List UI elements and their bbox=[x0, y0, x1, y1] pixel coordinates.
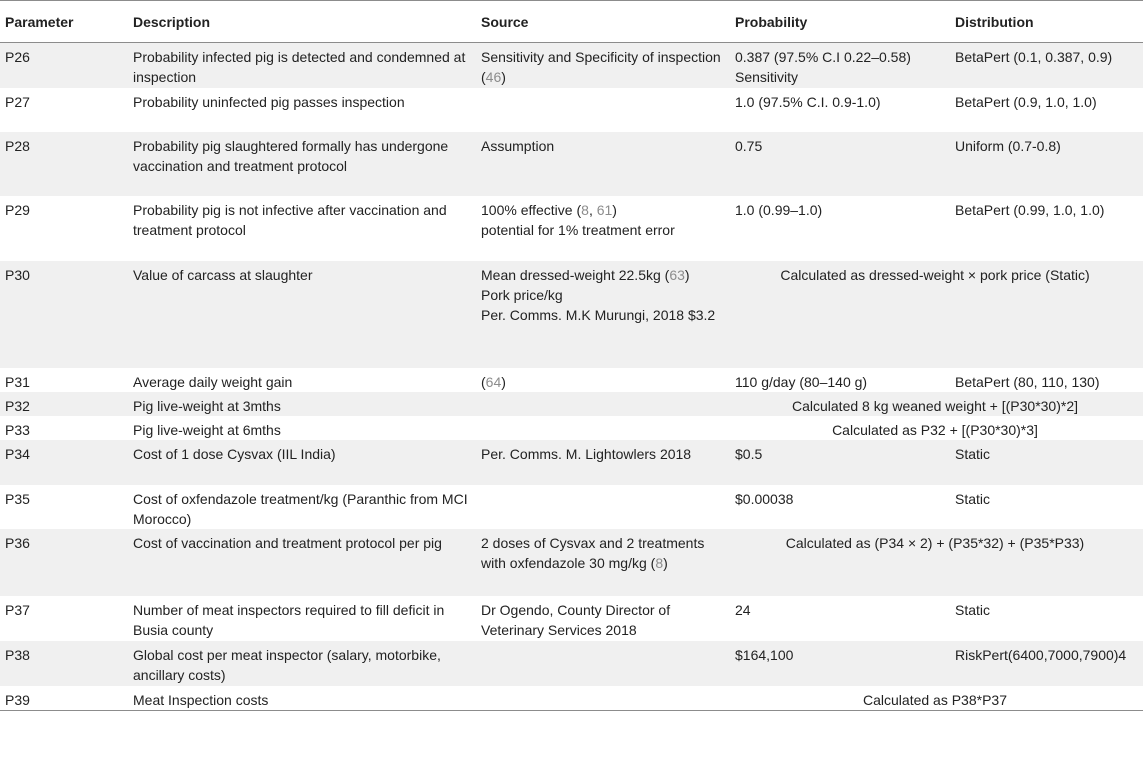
param-cell: P32 bbox=[0, 392, 128, 416]
param-cell: P33 bbox=[5, 421, 30, 438]
calculation-cell: Calculated as (P34 × 2) + (P35*32) + (P35*P33) bbox=[730, 529, 1143, 596]
table-row bbox=[0, 440, 1143, 485]
probability-cell: 1.0 (0.99–1.0) bbox=[735, 201, 823, 218]
source-cell: Assumption bbox=[476, 132, 730, 196]
header-description: Description bbox=[128, 1, 476, 43]
table-row bbox=[0, 368, 1143, 392]
table-row bbox=[0, 641, 1143, 686]
probability-cell: 0.387 (97.5% C.I 0.22–0.58) Sensitivity bbox=[730, 43, 950, 88]
distribution-cell: Static bbox=[955, 490, 991, 507]
distribution-cell: RiskPert(6400,7000,7900)4 bbox=[950, 641, 1143, 686]
source-cell: 2 doses of Cysvax and 2 treatments with oxfendazole 30 mg/kg (8) bbox=[476, 529, 730, 596]
description-cell: Number of meat inspectors required to fill deficit in Busia county bbox=[133, 601, 445, 638]
source-cell: 100% effective (8, 61) potential for 1% treatment error bbox=[481, 201, 675, 238]
param-cell: P31 bbox=[5, 373, 30, 390]
param-cell: P37 bbox=[5, 601, 30, 618]
param-cell: P26 bbox=[0, 43, 128, 88]
probability-cell: $164,100 bbox=[730, 641, 950, 686]
table-row bbox=[0, 43, 1143, 88]
source-cell: Dr Ogendo, County Director of Veterinary Services 2018 bbox=[481, 601, 671, 638]
source-cell: (64) bbox=[481, 373, 506, 390]
param-cell: P28 bbox=[0, 132, 128, 196]
probability-cell: 24 bbox=[735, 601, 751, 618]
description-cell: Probability pig slaughtered formally has undergone vaccination and treatment protocol bbox=[128, 132, 476, 196]
citation-link[interactable]: 61 bbox=[596, 201, 613, 218]
source-cell bbox=[476, 416, 730, 440]
header-probability: Probability bbox=[730, 1, 950, 43]
distribution-cell: BetaPert (0.9, 1.0, 1.0) bbox=[955, 93, 1097, 110]
description-cell: Global cost per meat inspector (salary, motorbike, ancillary costs) bbox=[128, 641, 476, 686]
table-row bbox=[0, 596, 1143, 641]
probability-cell: $0.00038 bbox=[735, 490, 794, 507]
distribution-cell: BetaPert (0.99, 1.0, 1.0) bbox=[955, 201, 1105, 218]
description-cell: Cost of 1 dose Cysvax (IIL India) bbox=[128, 440, 476, 485]
calculation-cell: Calculated 8 kg weaned weight + [(P30*30)*2] bbox=[730, 392, 1143, 416]
description-cell: Cost of oxfendazole treatment/kg (Paranthic from MCI Morocco) bbox=[133, 490, 468, 527]
table-row bbox=[0, 416, 1143, 440]
param-cell: P39 bbox=[0, 686, 128, 711]
param-cell: P30 bbox=[0, 261, 128, 368]
description-cell: Pig live-weight at 3mths bbox=[128, 392, 476, 416]
table-row bbox=[0, 485, 1143, 529]
citation-link[interactable]: 8 bbox=[655, 554, 664, 571]
table-row bbox=[0, 261, 1143, 368]
table-row bbox=[0, 392, 1143, 416]
description-cell: Probability pig is not infective after vaccination and treatment protocol bbox=[133, 201, 447, 238]
source-cell: Per. Comms. M. Lightowlers 2018 bbox=[476, 440, 730, 485]
description-cell: Value of carcass at slaughter bbox=[128, 261, 476, 368]
calculation-cell: Calculated as dressed-weight × pork price (Static) bbox=[730, 261, 1143, 368]
calculation-cell: Calculated as P32 + [(P30*30)*3] bbox=[832, 421, 1038, 438]
citation-link[interactable]: 64 bbox=[485, 373, 502, 390]
header-distribution: Distribution bbox=[950, 1, 1143, 43]
probability-cell: 0.75 bbox=[730, 132, 950, 196]
citation-link[interactable]: 63 bbox=[669, 266, 685, 283]
citation-link[interactable]: 8 bbox=[581, 201, 589, 218]
source-cell bbox=[476, 686, 730, 711]
distribution-cell: BetaPert (0.1, 0.387, 0.9) bbox=[950, 43, 1143, 88]
source-cell: Mean dressed-weight 22.5kg (63) Pork price/kg Per. Comms. M.K Murungi, 2018 $3.2 bbox=[476, 261, 730, 368]
source-cell: Sensitivity and Specificity of inspection (46) bbox=[476, 43, 730, 88]
description-cell: Pig live-weight at 6mths bbox=[133, 421, 281, 438]
table-row bbox=[0, 88, 1143, 132]
header-row bbox=[0, 1, 1143, 43]
source-cell bbox=[476, 392, 730, 416]
header-source: Source bbox=[476, 1, 730, 43]
description-cell: Cost of vaccination and treatment protocol per pig bbox=[128, 529, 476, 596]
description-cell: Meat Inspection costs bbox=[128, 686, 476, 711]
probability-cell: 1.0 (97.5% C.I. 0.9-1.0) bbox=[735, 93, 881, 110]
calculation-cell: Calculated as P38*P37 bbox=[730, 686, 1143, 711]
probability-cell: $0.5 bbox=[730, 440, 950, 485]
description-cell: Probability uninfected pig passes inspection bbox=[133, 93, 405, 110]
table-row bbox=[0, 132, 1143, 196]
distribution-cell: Uniform (0.7-0.8) bbox=[950, 132, 1143, 196]
header-parameter: Parameter bbox=[0, 1, 128, 43]
source-cell bbox=[476, 88, 730, 132]
distribution-cell: Static bbox=[955, 601, 991, 618]
param-cell: P35 bbox=[5, 490, 30, 507]
description-cell: Average daily weight gain bbox=[133, 373, 293, 390]
distribution-cell: Static bbox=[950, 440, 1143, 485]
table-row bbox=[0, 529, 1143, 596]
probability-cell: 110 g/day (80–140 g) bbox=[735, 373, 868, 390]
table-row bbox=[0, 686, 1143, 711]
param-cell: P34 bbox=[0, 440, 128, 485]
param-cell: P27 bbox=[5, 93, 30, 110]
source-cell bbox=[476, 641, 730, 686]
citation-link[interactable]: 46 bbox=[485, 69, 502, 85]
param-cell: P36 bbox=[0, 529, 128, 596]
table-row bbox=[0, 196, 1143, 261]
distribution-cell: BetaPert (80, 110, 130) bbox=[955, 373, 1100, 390]
param-cell: P38 bbox=[0, 641, 128, 686]
description-cell: Probability infected pig is detected and condemned at inspection bbox=[128, 43, 476, 88]
source-cell bbox=[476, 485, 730, 529]
param-cell: P29 bbox=[5, 201, 30, 218]
